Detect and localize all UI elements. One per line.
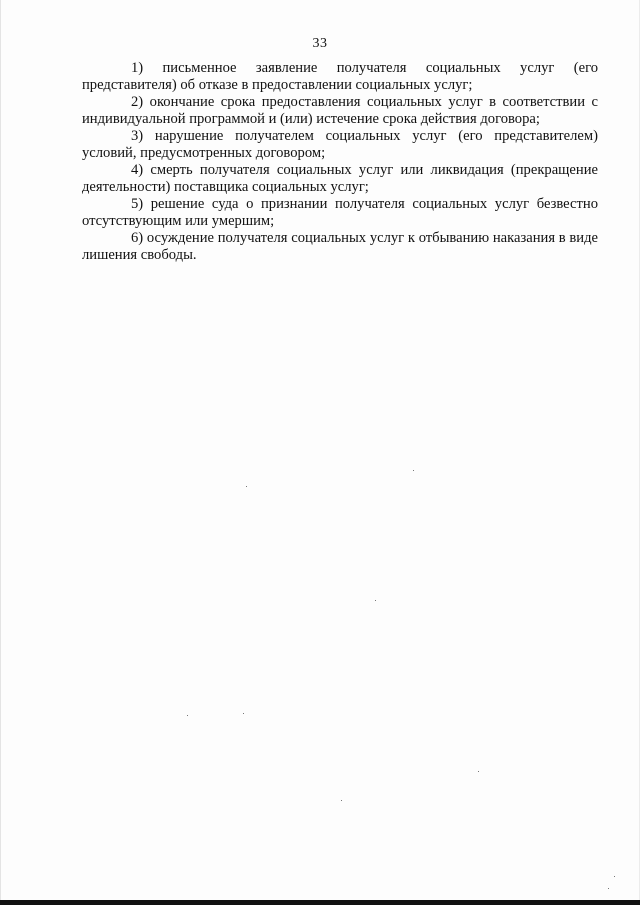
scan-bottom-border [0,900,640,905]
scan-speck [478,771,479,772]
scan-speck [375,600,376,601]
list-item-6: 6) осуждение получателя социальных услуг к отбыванию наказания в виде лишения свободы. [82,230,598,263]
scan-speck [614,876,615,877]
scan-speck [246,486,247,487]
document-body [82,60,598,264]
list-item-4: 4) смерть получателя социальных услуг или ликвидация (прекращение деятельности) поставщика социальных услуг; [82,162,598,195]
scan-speck [413,470,414,471]
scan-edge-left [0,0,1,905]
page-number: 33 [312,36,328,51]
list-item-1: 1) письменное заявление получателя социальных услуг (его представителя) об отказе в предоставлении социальных услуг; [82,60,598,93]
scan-speck [608,888,609,889]
list-item-2: 2) окончание срока предоставления социальных услуг в соответствии с индивидуальной программой и (или) истечение срока действия договора; [82,94,598,127]
scan-speck [187,715,188,716]
list-item-5: 5) решение суда о признании получателя социальных услуг безвестно отсутствующим или умершим; [82,196,598,229]
scan-speck [243,713,244,714]
list-item-3: 3) нарушение получателем социальных услуг (его представителем) условий, предусмотренных договором; [82,128,598,161]
scan-speck [341,800,342,801]
